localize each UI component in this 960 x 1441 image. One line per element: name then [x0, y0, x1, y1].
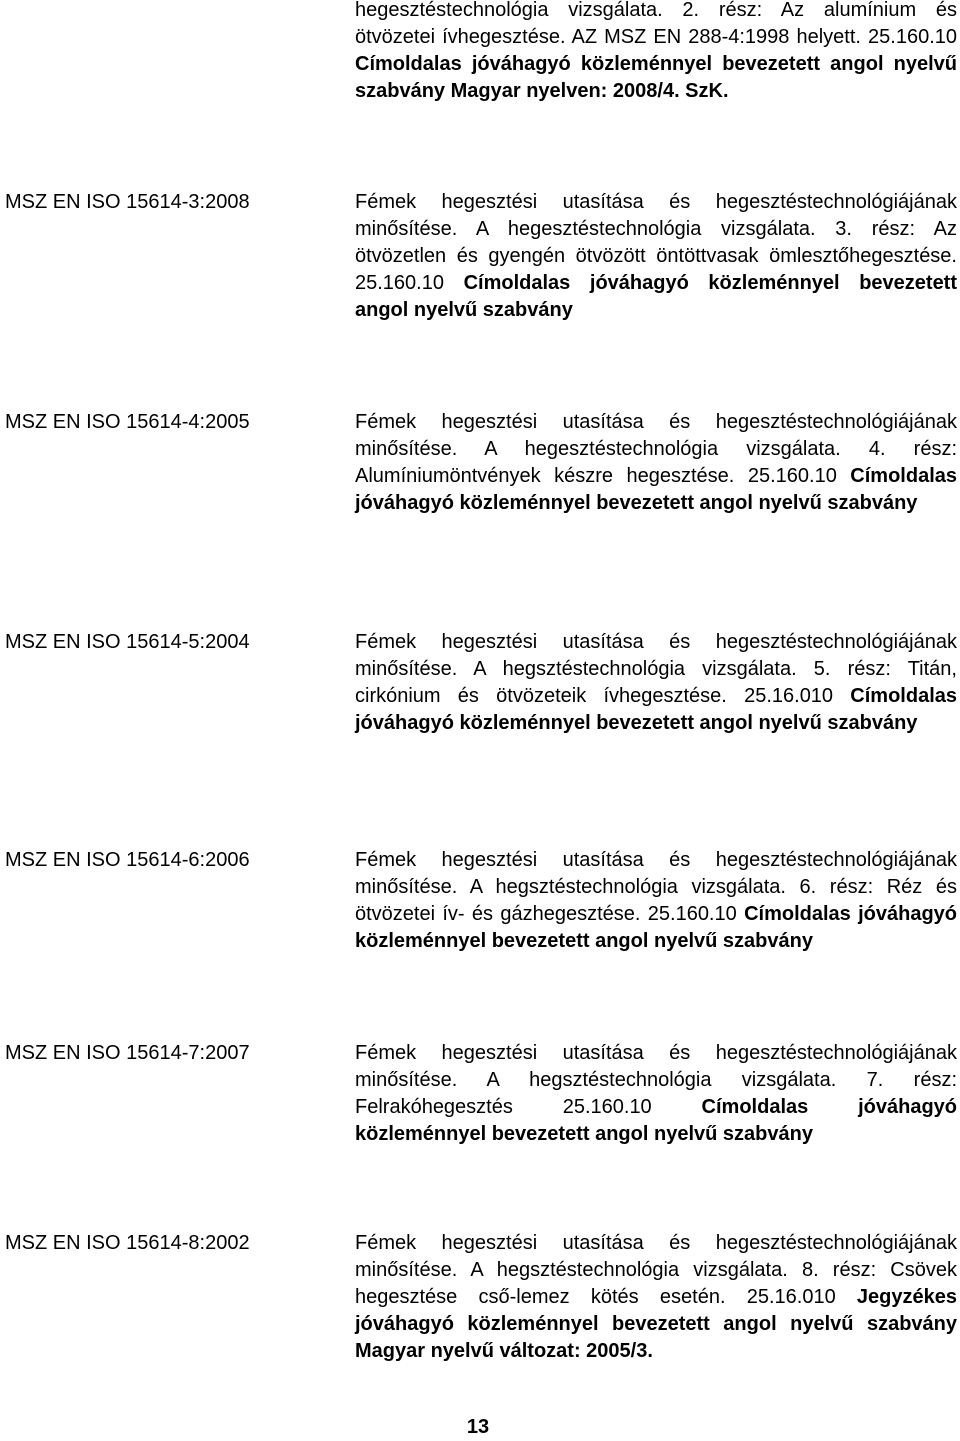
standard-code: MSZ EN ISO 15614-3:2008	[5, 191, 250, 213]
description-bold-text: Címoldalas jóváhagyó közleménnyel bevezetett angol nyelvű szabvány	[355, 272, 958, 321]
description-bold-text: Címoldalas jóváhagyó közleménnyel bevezetett angol nyelvű szabvány Magyar nyelven: 2008/4. SzK.	[355, 53, 957, 102]
standard-description	[355, 629, 957, 737]
description-bold-text: Címoldalas jóváhagyó közleménnyel bevezetett angol nyelvű szabvány	[355, 465, 957, 514]
standard-code: MSZ EN ISO 15614-6:2006	[5, 849, 250, 871]
standard-description	[355, 1230, 957, 1365]
standard-code: MSZ EN ISO 15614-4:2005	[5, 411, 250, 433]
description-text: hegesztéstechnológia vizsgálata. 2. rész: Az alumínium és ötvözetei ívhegesztése. AZ MSZ EN 288-4:1998 helyett. 25.160.10	[355, 0, 957, 48]
description-text: Fémek hegesztési utasítása és hegesztéstechnológiájának minősítése. A hegsztéstechnológia vizsgálata. 6. rész: Réz és ötvözetei ív- és gázhegesztése. 25.160.10	[355, 849, 957, 925]
description-text: Fémek hegesztési utasítása és hegesztéstechnológiájának minősítése. A hegesztéstechnológia vizsgálata. 3. rész: Az ötvözetlen és gyengén ötvözött öntöttvasak ömlesztőhegesztése. 25.160.10	[355, 191, 957, 294]
standard-code: MSZ EN ISO 15614-5:2004	[5, 631, 250, 653]
description-text: Fémek hegesztési utasítása és hegesztéstechnológiájának minősítése. A hegsztéstechnológia vizsgálata. 5. rész: Titán, cirkónium és ötvözeteik ívhegesztése. 25.16.010	[355, 631, 957, 707]
description-bold-text: Jegyzékes jóváhagyó közleménnyel bevezetett angol nyelvű szabvány Magyar nyelvű változat: 2005/3.	[355, 1286, 957, 1362]
standard-description	[355, 0, 957, 105]
description-bold-text: Címoldalas jóváhagyó közleménnyel bevezetett angol nyelvű szabvány	[355, 685, 957, 734]
description-text: Fémek hegesztési utasítása és hegesztéstechnológiájának minősítése. A hegsztéstechnológia vizsgálata. 7. rész: Felrakóhegesztés 25.160.10	[355, 1042, 957, 1118]
description-text: Fémek hegesztési utasítása és hegesztéstechnológiájának minősítése. A hegesztéstechnológia vizsgálata. 4. rész: Alumíniumöntvények készre hegesztése. 25.160.10	[355, 411, 957, 487]
standard-description	[355, 1040, 957, 1148]
standard-code: MSZ EN ISO 15614-8:2002	[5, 1232, 250, 1254]
page-number-text: 13	[466, 1416, 490, 1438]
page-number	[0, 1414, 960, 1441]
standard-code: MSZ EN ISO 15614-7:2007	[5, 1042, 250, 1064]
standard-description	[355, 409, 957, 517]
description-bold-text: Címoldalas jóváhagyó közleménnyel bevezetett angol nyelvű szabvány	[355, 903, 957, 952]
standard-description	[355, 189, 957, 324]
standard-description	[355, 847, 957, 955]
description-bold-text: Címoldalas jóváhagyó közleménnyel bevezetett angol nyelvű szabvány	[355, 1096, 958, 1145]
description-text: Fémek hegesztési utasítása és hegesztéstechnológiájának minősítése. A hegsztéstechnológia vizsgálata. 8. rész: Csövek hegesztése cső-lemez kötés esetén. 25.16.010	[355, 1232, 957, 1308]
